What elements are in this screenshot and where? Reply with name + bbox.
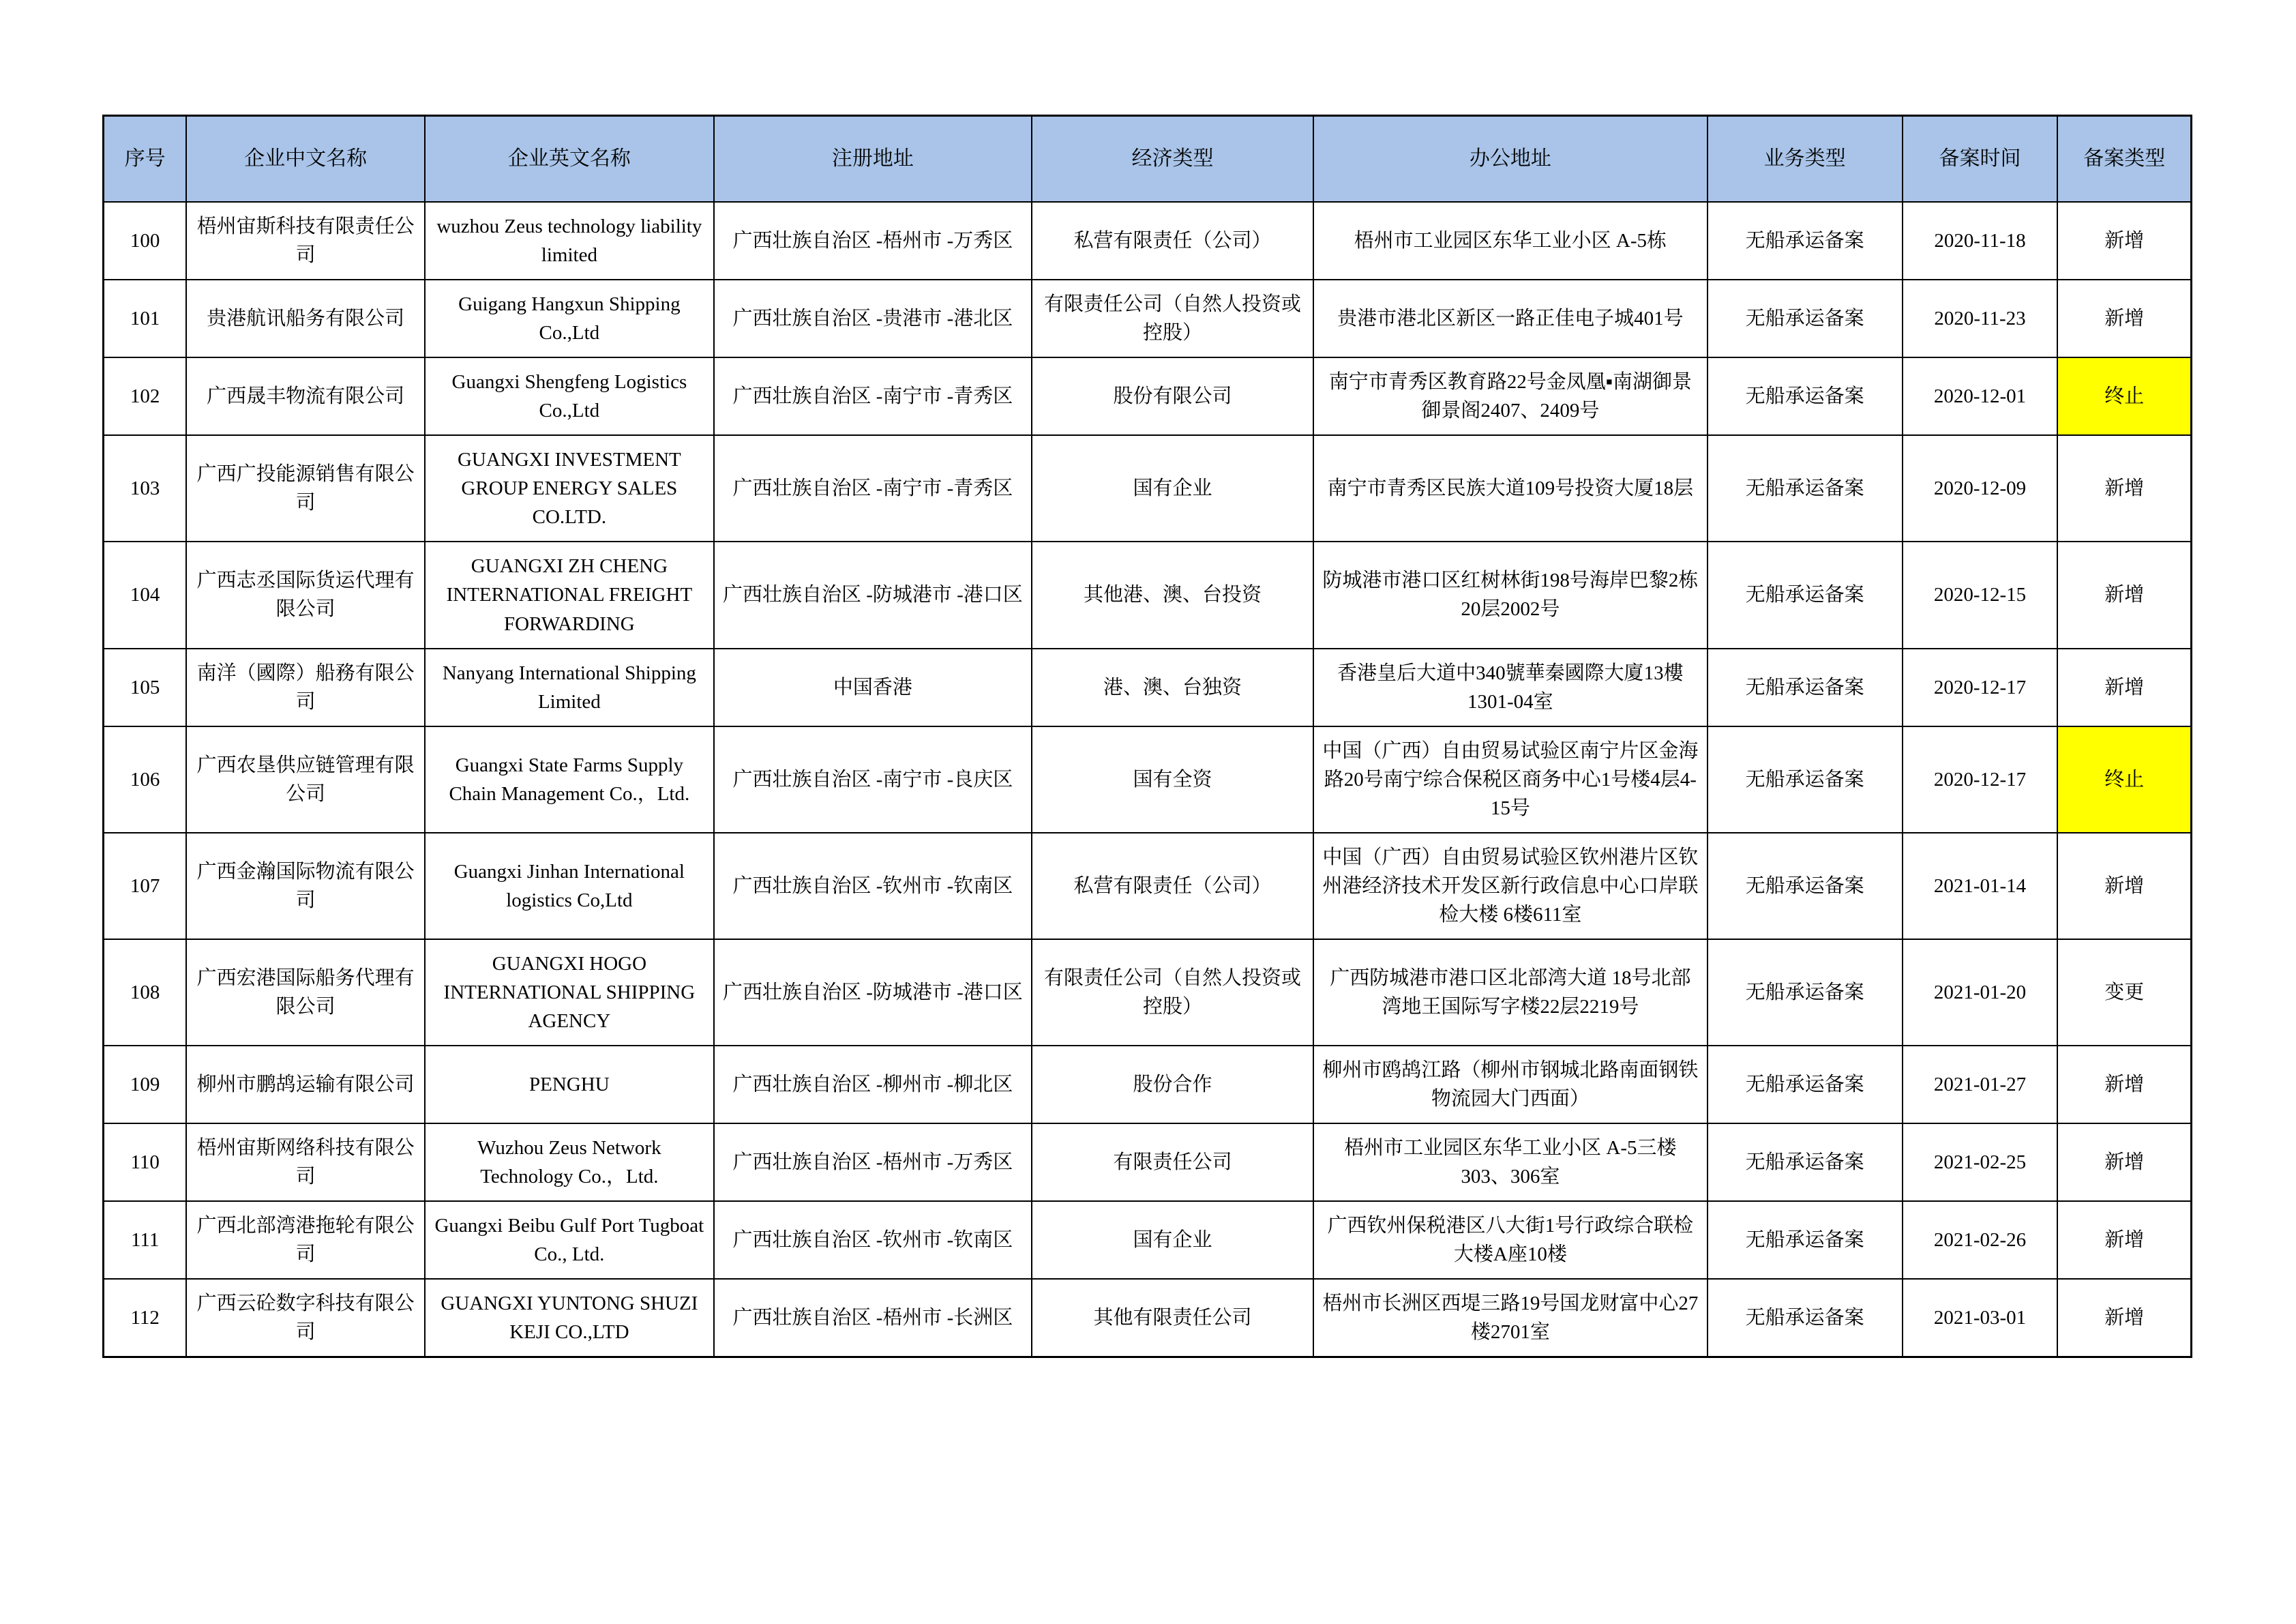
cell-office-address: 梧州市工业园区东华工业小区 A-5栋 bbox=[1313, 202, 1707, 280]
cell-index: 107 bbox=[104, 833, 187, 939]
cell-economic-type: 有限责任公司 bbox=[1032, 1123, 1313, 1201]
cell-name-en: GUANGXI INVESTMENT GROUP ENERGY SALES CO.LTD. bbox=[425, 435, 714, 542]
cell-registered-address: 广西壮族自治区 -钦州市 -钦南区 bbox=[714, 1201, 1032, 1279]
cell-record-type: 新增 bbox=[2057, 202, 2191, 280]
cell-name-en: GUANGXI ZH CHENG INTERNATIONAL FREIGHT FORWARDING bbox=[425, 542, 714, 648]
cell-name-en: Wuzhou Zeus Network Technology Co.，Ltd. bbox=[425, 1123, 714, 1201]
cell-office-address: 贵港市港北区新区一路正佳电子城401号 bbox=[1313, 280, 1707, 357]
column-header-name-cn: 企业中文名称 bbox=[186, 116, 425, 203]
cell-economic-type: 私营有限责任（公司） bbox=[1032, 833, 1313, 939]
cell-index: 108 bbox=[104, 939, 187, 1046]
table-row bbox=[104, 202, 2192, 280]
cell-record-type: 终止 bbox=[2057, 357, 2191, 435]
cell-business-type: 无船承运备案 bbox=[1708, 1201, 1903, 1279]
cell-name-cn: 广西云砼数字科技有限公司 bbox=[186, 1279, 425, 1357]
cell-economic-type: 国有全资 bbox=[1032, 726, 1313, 833]
cell-business-type: 无船承运备案 bbox=[1708, 1046, 1903, 1123]
cell-name-cn: 广西农垦供应链管理有限公司 bbox=[186, 726, 425, 833]
table-row bbox=[104, 939, 2192, 1046]
cell-index: 103 bbox=[104, 435, 187, 542]
column-header-record-date: 备案时间 bbox=[1903, 116, 2058, 203]
cell-record-date: 2020-11-18 bbox=[1903, 202, 2058, 280]
table-row bbox=[104, 726, 2192, 833]
cell-economic-type: 股份有限公司 bbox=[1032, 357, 1313, 435]
table-row bbox=[104, 649, 2192, 726]
cell-name-en: Guangxi Jinhan International logistics Co,Ltd bbox=[425, 833, 714, 939]
cell-office-address: 防城港市港口区红树林街198号海岸巴黎2栋20层2002号 bbox=[1313, 542, 1707, 648]
cell-office-address: 中国（广西）自由贸易试验区钦州港片区钦州港经济技术开发区新行政信息中心口岸联检大楼 6楼611室 bbox=[1313, 833, 1707, 939]
cell-index: 102 bbox=[104, 357, 187, 435]
cell-record-date: 2021-03-01 bbox=[1903, 1279, 2058, 1357]
cell-name-en: Guangxi Beibu Gulf Port Tugboat Co., Ltd. bbox=[425, 1201, 714, 1279]
cell-office-address: 中国（广西）自由贸易试验区南宁片区金海路20号南宁综合保税区商务中心1号楼4层4-15号 bbox=[1313, 726, 1707, 833]
cell-business-type: 无船承运备案 bbox=[1708, 833, 1903, 939]
table-row bbox=[104, 280, 2192, 357]
cell-registered-address: 广西壮族自治区 -南宁市 -青秀区 bbox=[714, 357, 1032, 435]
cell-office-address: 广西防城港市港口区北部湾大道 18号北部湾地王国际写字楼22层2219号 bbox=[1313, 939, 1707, 1046]
table-header bbox=[104, 116, 2192, 203]
column-header-business-type: 业务类型 bbox=[1708, 116, 1903, 203]
cell-record-type: 新增 bbox=[2057, 542, 2191, 648]
cell-name-en: Guigang Hangxun Shipping Co.,Ltd bbox=[425, 280, 714, 357]
cell-economic-type: 有限责任公司（自然人投资或控股） bbox=[1032, 280, 1313, 357]
table-row bbox=[104, 1123, 2192, 1201]
column-header-office-address: 办公地址 bbox=[1313, 116, 1707, 203]
cell-name-en: wuzhou Zeus technology liability limited bbox=[425, 202, 714, 280]
cell-business-type: 无船承运备案 bbox=[1708, 1279, 1903, 1357]
cell-record-date: 2020-12-09 bbox=[1903, 435, 2058, 542]
table-row bbox=[104, 1279, 2192, 1357]
enterprise-registry-table bbox=[102, 115, 2192, 1358]
cell-economic-type: 股份合作 bbox=[1032, 1046, 1313, 1123]
cell-name-en: Guangxi State Farms Supply Chain Management Co.，Ltd. bbox=[425, 726, 714, 833]
cell-business-type: 无船承运备案 bbox=[1708, 357, 1903, 435]
cell-economic-type: 国有企业 bbox=[1032, 1201, 1313, 1279]
cell-record-type: 新增 bbox=[2057, 1279, 2191, 1357]
cell-name-cn: 广西广投能源销售有限公司 bbox=[186, 435, 425, 542]
cell-registered-address: 广西壮族自治区 -梧州市 -万秀区 bbox=[714, 202, 1032, 280]
cell-index: 110 bbox=[104, 1123, 187, 1201]
cell-index: 105 bbox=[104, 649, 187, 726]
cell-office-address: 广西钦州保税港区八大街1号行政综合联检大楼A座10楼 bbox=[1313, 1201, 1707, 1279]
cell-record-type: 新增 bbox=[2057, 435, 2191, 542]
cell-name-cn: 柳州市鹏鸪运输有限公司 bbox=[186, 1046, 425, 1123]
cell-office-address: 梧州市工业园区东华工业小区 A-5三楼303、306室 bbox=[1313, 1123, 1707, 1201]
cell-name-en: GUANGXI HOGO INTERNATIONAL SHIPPING AGENCY bbox=[425, 939, 714, 1046]
cell-name-cn: 广西志丞国际货运代理有限公司 bbox=[186, 542, 425, 648]
cell-name-cn: 广西北部湾港拖轮有限公司 bbox=[186, 1201, 425, 1279]
cell-registered-address: 广西壮族自治区 -南宁市 -青秀区 bbox=[714, 435, 1032, 542]
table-body bbox=[104, 202, 2192, 1357]
cell-record-date: 2020-12-17 bbox=[1903, 649, 2058, 726]
column-header-name-en: 企业英文名称 bbox=[425, 116, 714, 203]
table-row bbox=[104, 542, 2192, 648]
column-header-record-type: 备案类型 bbox=[2057, 116, 2191, 203]
cell-record-date: 2021-01-20 bbox=[1903, 939, 2058, 1046]
cell-name-cn: 广西金瀚国际物流有限公司 bbox=[186, 833, 425, 939]
cell-business-type: 无船承运备案 bbox=[1708, 726, 1903, 833]
cell-business-type: 无船承运备案 bbox=[1708, 939, 1903, 1046]
cell-registered-address: 广西壮族自治区 -贵港市 -港北区 bbox=[714, 280, 1032, 357]
cell-name-en: Nanyang International Shipping Limited bbox=[425, 649, 714, 726]
cell-economic-type: 有限责任公司（自然人投资或控股） bbox=[1032, 939, 1313, 1046]
cell-name-cn: 广西宏港国际船务代理有限公司 bbox=[186, 939, 425, 1046]
cell-record-type: 新增 bbox=[2057, 1123, 2191, 1201]
cell-business-type: 无船承运备案 bbox=[1708, 1123, 1903, 1201]
cell-record-type: 变更 bbox=[2057, 939, 2191, 1046]
table-row bbox=[104, 357, 2192, 435]
table-row bbox=[104, 833, 2192, 939]
cell-name-cn: 贵港航讯船务有限公司 bbox=[186, 280, 425, 357]
cell-record-date: 2020-12-17 bbox=[1903, 726, 2058, 833]
cell-record-type: 新增 bbox=[2057, 280, 2191, 357]
cell-index: 100 bbox=[104, 202, 187, 280]
cell-record-type: 新增 bbox=[2057, 1046, 2191, 1123]
cell-economic-type: 港、澳、台独资 bbox=[1032, 649, 1313, 726]
cell-index: 104 bbox=[104, 542, 187, 648]
cell-registered-address: 中国香港 bbox=[714, 649, 1032, 726]
cell-business-type: 无船承运备案 bbox=[1708, 202, 1903, 280]
cell-name-en: Guangxi Shengfeng Logistics Co.,Ltd bbox=[425, 357, 714, 435]
cell-record-type: 新增 bbox=[2057, 649, 2191, 726]
cell-index: 109 bbox=[104, 1046, 187, 1123]
cell-registered-address: 广西壮族自治区 -梧州市 -万秀区 bbox=[714, 1123, 1032, 1201]
cell-record-type: 新增 bbox=[2057, 1201, 2191, 1279]
cell-business-type: 无船承运备案 bbox=[1708, 649, 1903, 726]
cell-name-en: PENGHU bbox=[425, 1046, 714, 1123]
table-row bbox=[104, 1201, 2192, 1279]
cell-business-type: 无船承运备案 bbox=[1708, 435, 1903, 542]
cell-record-date: 2020-11-23 bbox=[1903, 280, 2058, 357]
cell-registered-address: 广西壮族自治区 -钦州市 -钦南区 bbox=[714, 833, 1032, 939]
cell-office-address: 南宁市青秀区教育路22号金凤凰▪南湖御景御景阁2407、2409号 bbox=[1313, 357, 1707, 435]
cell-office-address: 香港皇后大道中340號華秦國際大廈13樓1301-04室 bbox=[1313, 649, 1707, 726]
header-row bbox=[104, 116, 2192, 203]
cell-name-cn: 梧州宙斯科技有限责任公司 bbox=[186, 202, 425, 280]
cell-registered-address: 广西壮族自治区 -柳州市 -柳北区 bbox=[714, 1046, 1032, 1123]
cell-economic-type: 其他港、澳、台投资 bbox=[1032, 542, 1313, 648]
cell-name-en: GUANGXI YUNTONG SHUZI KEJI CO.,LTD bbox=[425, 1279, 714, 1357]
cell-business-type: 无船承运备案 bbox=[1708, 542, 1903, 648]
cell-office-address: 梧州市长洲区西堤三路19号国龙财富中心27楼2701室 bbox=[1313, 1279, 1707, 1357]
cell-registered-address: 广西壮族自治区 -防城港市 -港口区 bbox=[714, 939, 1032, 1046]
cell-record-date: 2021-02-25 bbox=[1903, 1123, 2058, 1201]
column-header-economic-type: 经济类型 bbox=[1032, 116, 1313, 203]
cell-name-cn: 南洋（國際）船務有限公司 bbox=[186, 649, 425, 726]
cell-name-cn: 梧州宙斯网络科技有限公司 bbox=[186, 1123, 425, 1201]
cell-registered-address: 广西壮族自治区 -梧州市 -长洲区 bbox=[714, 1279, 1032, 1357]
cell-record-date: 2021-02-26 bbox=[1903, 1201, 2058, 1279]
cell-record-type: 终止 bbox=[2057, 726, 2191, 833]
cell-record-date: 2020-12-15 bbox=[1903, 542, 2058, 648]
table-row bbox=[104, 1046, 2192, 1123]
cell-registered-address: 广西壮族自治区 -南宁市 -良庆区 bbox=[714, 726, 1032, 833]
cell-economic-type: 国有企业 bbox=[1032, 435, 1313, 542]
cell-record-date: 2021-01-27 bbox=[1903, 1046, 2058, 1123]
cell-record-type: 新增 bbox=[2057, 833, 2191, 939]
cell-index: 111 bbox=[104, 1201, 187, 1279]
cell-office-address: 南宁市青秀区民族大道109号投资大厦18层 bbox=[1313, 435, 1707, 542]
column-header-registered-address: 注册地址 bbox=[714, 116, 1032, 203]
table-row bbox=[104, 435, 2192, 542]
cell-office-address: 柳州市鸥鸪江路（柳州市钢城北路南面钢铁物流园大门西面） bbox=[1313, 1046, 1707, 1123]
cell-economic-type: 私营有限责任（公司） bbox=[1032, 202, 1313, 280]
cell-index: 112 bbox=[104, 1279, 187, 1357]
cell-registered-address: 广西壮族自治区 -防城港市 -港口区 bbox=[714, 542, 1032, 648]
cell-economic-type: 其他有限责任公司 bbox=[1032, 1279, 1313, 1357]
cell-record-date: 2020-12-01 bbox=[1903, 357, 2058, 435]
cell-name-cn: 广西晟丰物流有限公司 bbox=[186, 357, 425, 435]
column-header-index: 序号 bbox=[104, 116, 187, 203]
cell-index: 101 bbox=[104, 280, 187, 357]
cell-business-type: 无船承运备案 bbox=[1708, 280, 1903, 357]
cell-record-date: 2021-01-14 bbox=[1903, 833, 2058, 939]
cell-index: 106 bbox=[104, 726, 187, 833]
